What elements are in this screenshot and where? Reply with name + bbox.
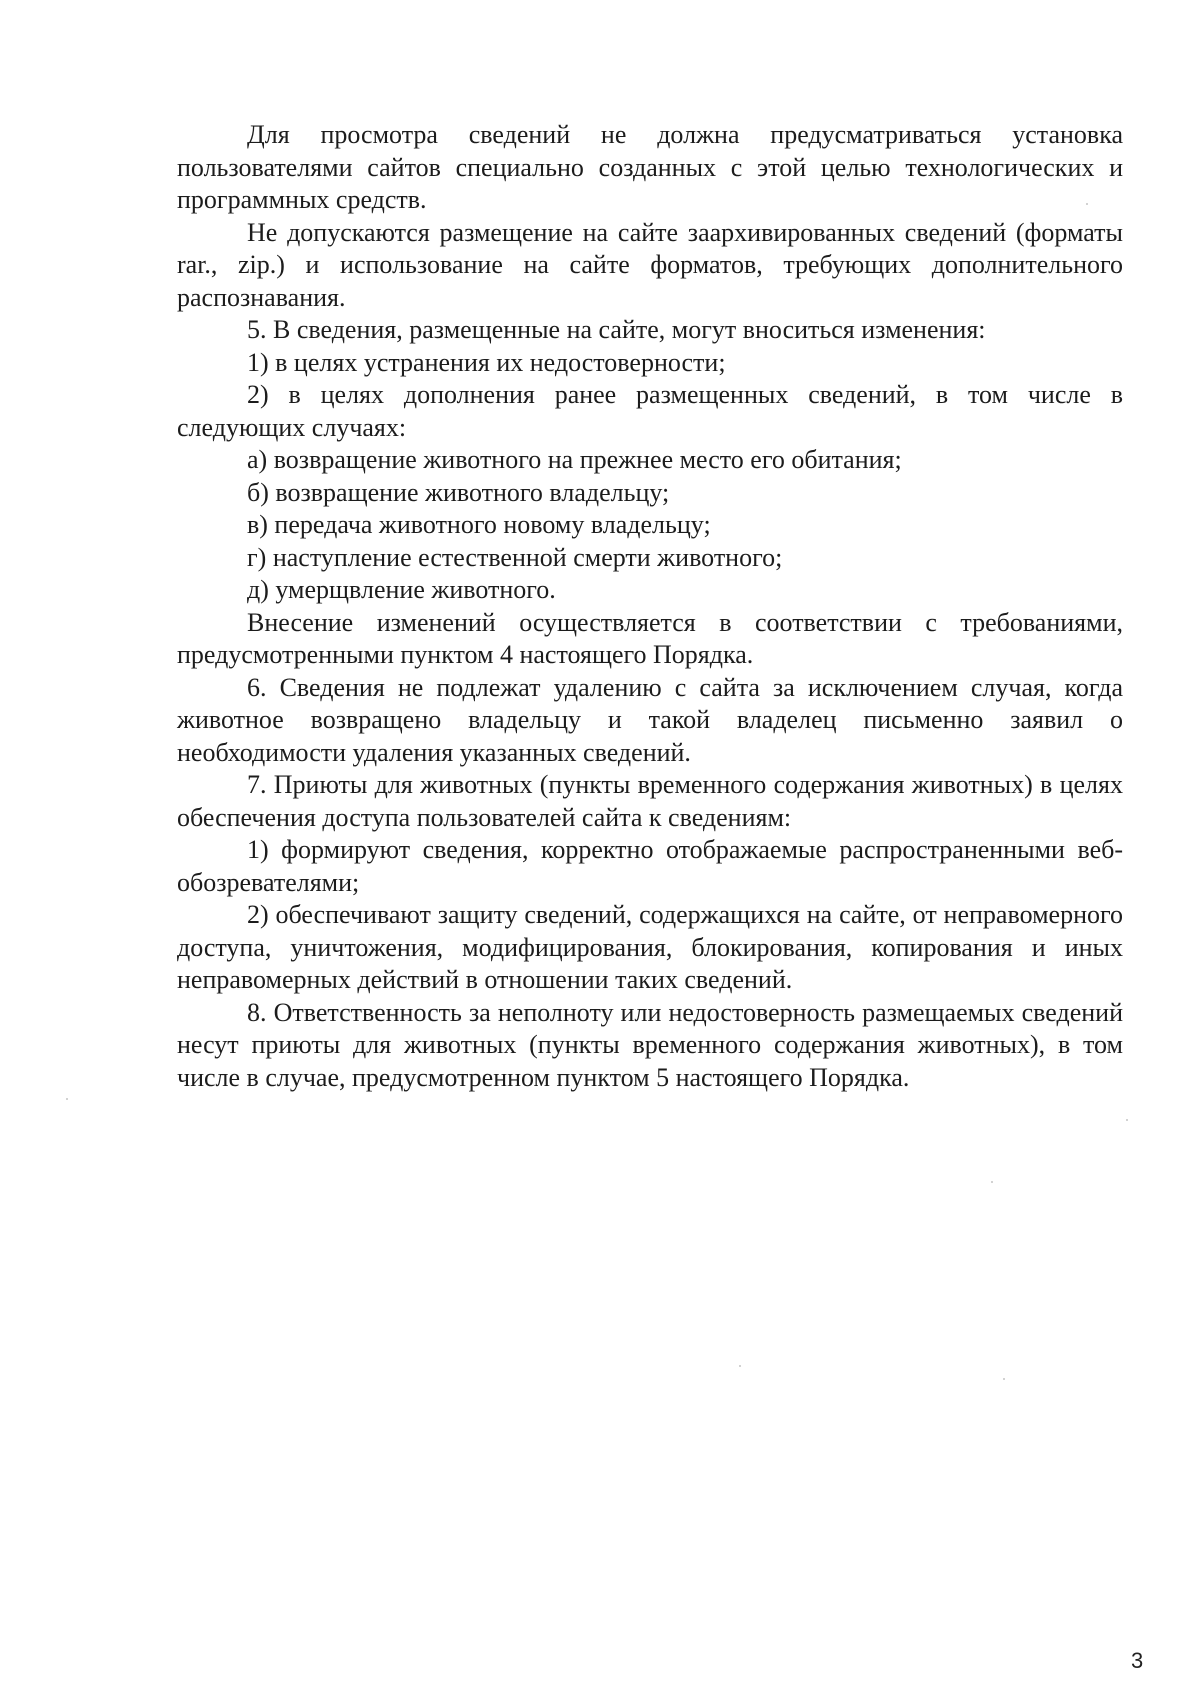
- clause-5-subitem-a: а) возвращение животного на прежнее место его обитания;: [247, 445, 902, 474]
- clause-7-shelters: 7. Приюты для животных (пункты временного содержания животных) в целях обеспечения доступа пользователей сайта к сведениям:: [177, 770, 1123, 832]
- paragraph-archive-formats: Не допускаются размещение на сайте заархивированных сведений (форматы rar., zip.) и использование на сайте форматов, требующих дополнительного распознавания.: [177, 217, 1123, 312]
- scan-speck: [1126, 1119, 1128, 1121]
- clause-6-deletion: 6. Сведения не подлежат удалению с сайта за исключением случая, когда животное возвращено владельцу и такой владелец письменно заявил о необходимости удаления указанных сведений.: [177, 672, 1123, 767]
- scan-speck: [1086, 203, 1088, 205]
- document-body: [177, 119, 1123, 1094]
- clause-8-responsibility: 8. Ответственность за неполноту или недостоверность размещаемых сведений несут приюты для животных (пункты временного содержания животных), в том числе в случае, предусмотренном пунктом 5 настоящего Порядка.: [177, 997, 1123, 1092]
- paragraph-viewing-requirements: Для просмотра сведений не должна предусматриваться установка пользователями сайтов специально созданных с этой целью технологических и программных средств.: [177, 120, 1123, 214]
- scan-speck: [1003, 1378, 1005, 1380]
- clause-7-item-1: 1) формируют сведения, корректно отображаемые распространенными веб-обозревателями;: [177, 835, 1123, 897]
- paragraph-changes-procedure: Внесение изменений осуществляется в соответствии с требованиями, предусмотренными пунктом 4 настоящего Порядка.: [177, 607, 1123, 669]
- clause-5-item-2: 2) в целях дополнения ранее размещенных сведений, в том числе в следующих случаях:: [177, 380, 1123, 442]
- page-number: 3: [1131, 1648, 1144, 1673]
- scan-speck: [991, 1181, 993, 1183]
- clause-5-subitem-v: в) передача животного новому владельцу;: [247, 510, 711, 539]
- clause-5-subitem-d: д) умерщвление животного.: [247, 575, 556, 604]
- clause-5-subitem-g: г) наступление естественной смерти животного;: [247, 542, 783, 572]
- clause-5-subitem-b: б) возвращение животного владельцу;: [247, 477, 670, 507]
- scan-speck: [66, 1098, 68, 1100]
- clause-5-changes: 5. В сведения, размещенные на сайте, могут вноситься изменения:: [247, 315, 986, 344]
- clause-7-item-2: 2) обеспечивают защиту сведений, содержащихся на сайте, от неправомерного доступа, уничтожения, модифицирования, блокирования, копирования и иных неправомерных действий в отношении таких сведений.: [177, 900, 1123, 994]
- clause-5-item-1: 1) в целях устранения их недостоверности;: [247, 347, 726, 377]
- scan-speck: [739, 1365, 741, 1367]
